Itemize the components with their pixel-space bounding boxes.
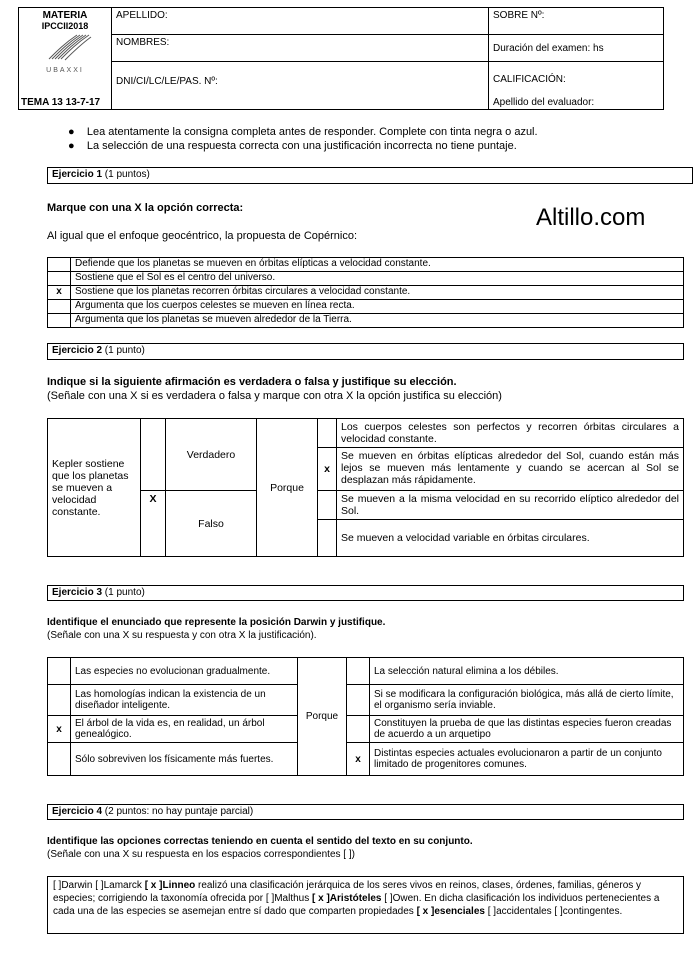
just-mark[interactable]: x — [318, 448, 337, 491]
materia-cell — [19, 8, 112, 91]
option-text: Sostiene que los planetas recorren órbitas circulares a velocidad constante. — [71, 286, 684, 300]
table-row[interactable] — [48, 272, 684, 286]
left-text: Sólo sobreviven los físicamente más fuertes. — [71, 743, 298, 776]
duracion-field[interactable]: Duración del examen: hs — [489, 35, 664, 62]
verdadero-mark[interactable] — [141, 419, 166, 491]
verdadero-label: Verdadero — [166, 419, 257, 491]
instruction-item: ● Lea atentamente la consigna completa antes de responder. Complete con tinta negra o azul. — [68, 126, 538, 138]
right-mark[interactable] — [347, 716, 370, 743]
dni-label: DNI/CI/LC/LE/PAS. Nº: — [116, 76, 218, 88]
dni-field[interactable] — [112, 62, 489, 110]
sobre-field[interactable]: SOBRE Nº: — [489, 8, 664, 35]
option-text: Argumenta que los cuerpos celestes se mueven en línea recta. — [71, 300, 684, 314]
ex4-points: (2 puntos: no hay puntaje parcial) — [102, 806, 254, 817]
just-mark[interactable] — [318, 419, 337, 448]
ex3-porque: Porque — [298, 658, 347, 776]
ex2-table — [47, 418, 684, 557]
table-row[interactable] — [48, 258, 684, 272]
left-text: Las especies no evolucionan gradualmente. — [71, 658, 298, 685]
right-text: Constituyen la prueba de que las distintas especies fueron creadas de acuerdo a un arquetipo — [370, 716, 684, 743]
option-mark[interactable] — [48, 272, 71, 286]
ex4-text-box — [47, 876, 684, 934]
ubaxxi-text: UBAXXI — [46, 67, 84, 74]
left-mark[interactable]: x — [48, 716, 71, 743]
right-mark[interactable] — [347, 685, 370, 716]
ex1-title: Ejercicio 1 — [52, 169, 103, 180]
option-mark[interactable] — [48, 314, 71, 328]
instruction-item: ● La selección de una respuesta correcta con una justificación incorrecta no tiene puntaje. — [68, 140, 517, 152]
materia-label: MATERIA — [42, 10, 88, 21]
calificacion-field[interactable]: CALIFICACIÓN: — [489, 62, 664, 91]
ex3-sub: (Señale con una X su respuesta y con otra X la justificación). — [47, 630, 317, 641]
ex3-title: Ejercicio 3 — [52, 587, 103, 598]
just-text: Se mueven a la misma velocidad en su recorrido elíptico alrededor del Sol. — [337, 491, 684, 520]
ex1-question: Al igual que el enfoque geocéntrico, la propuesta de Copérnico: — [47, 230, 358, 242]
option-text: Argumenta que los planetas se mueven alrededor de la Tierra. — [71, 314, 684, 328]
ex2-porque: Porque — [257, 419, 318, 557]
option-mark[interactable] — [48, 300, 71, 314]
ex2-points: (1 punto) — [102, 345, 145, 356]
option-mark[interactable] — [48, 258, 71, 272]
falso-label: Falso — [166, 491, 257, 557]
tema-cell: TEMA 13 13-7-17 — [19, 91, 112, 110]
just-text: Se mueven en órbitas elípticas alrededor del Sol, cuando están más lejos se mueven más lentamente y cuando se acercan al Sol se desplazan más rápidamente. — [337, 448, 684, 491]
table-row[interactable] — [48, 300, 684, 314]
right-mark[interactable]: x — [347, 743, 370, 776]
table-row[interactable] — [48, 286, 684, 300]
just-text: Se mueven a velocidad variable en órbitas circulares. — [337, 520, 684, 557]
option-text: Defiende que los planetas se mueven en órbitas elípticas a velocidad constante. — [71, 258, 684, 272]
ex4-choice-aristoteles[interactable]: [ x ]Aristóteles — [312, 893, 382, 904]
ubaxxi-logo-icon — [35, 33, 95, 61]
ex4-seg: [ ]Owen. En dicha clasificación los individuos pertenecientes a cada una de las especies se asemejan entre sí dado que comparten propiedades — [53, 893, 660, 917]
ex4-title-box — [47, 804, 684, 820]
ex4-choice-linneo[interactable]: [ x ]Linneo — [144, 880, 196, 891]
ex4-instruction: Identifique las opciones correctas teniendo en cuenta el sentido del texto en su conjunto. — [47, 836, 473, 847]
left-mark[interactable] — [48, 658, 71, 685]
ex4-title: Ejercicio 4 — [52, 806, 103, 817]
left-mark[interactable] — [48, 743, 71, 776]
just-mark[interactable] — [318, 491, 337, 520]
ex2-title-box — [47, 343, 684, 360]
ex3-points: (1 punto) — [102, 587, 145, 598]
ex2-statement: Kepler sostiene que los planetas se mueven a velocidad constante. — [48, 419, 141, 557]
ex1-instruction: Marque con una X la opción correcta: — [47, 202, 244, 214]
right-text: Distintas especies actuales evolucionaron a partir de un conjunto limitado de progenitores comunes. — [370, 743, 684, 776]
ex4-seg: [ ]accidentales [ ]contingentes. — [484, 906, 623, 917]
falso-mark[interactable]: X — [141, 491, 166, 557]
materia-code: IPCCII2018 — [41, 21, 89, 31]
ex1-points: (1 puntos) — [102, 169, 150, 180]
option-text: Sostiene que el Sol es el centro del universo. — [71, 272, 684, 286]
ex4-sub: (Señale con una X su respuesta en los espacios correspondientes [ ]) — [47, 849, 355, 860]
ex1-options-table — [47, 257, 684, 328]
option-mark[interactable]: x — [48, 286, 71, 300]
table-row[interactable] — [48, 314, 684, 328]
ex1-title-box — [47, 167, 693, 184]
left-text: El árbol de la vida es, en realidad, un árbol genealógico. — [71, 716, 298, 743]
watermark: Altillo.com — [536, 204, 646, 231]
ex3-instruction: Identifique el enunciado que represente la posición Darwin y justifique. — [47, 617, 386, 628]
ex4-seg: realizó una clasificación jerárquica de los seres vivos en reinos, clases, órdenes, familias, géneros y especies; corrigiendo la taxonomía ofrecida por [ ]Malthus — [53, 880, 642, 904]
right-text: Si se modificara la configuración biológica, más allá de cierto límite, el organismo sería inviable. — [370, 685, 684, 716]
apellido-evaluador-field[interactable]: Apellido del evaluador: — [489, 91, 664, 110]
instructions-list — [68, 126, 538, 152]
ex4-choice-esenciales[interactable]: [ x ]esenciales — [416, 906, 485, 917]
just-mark[interactable] — [318, 520, 337, 557]
left-text: Las homologías indican la existencia de un diseñador inteligente. — [71, 685, 298, 716]
ex3-table — [47, 657, 684, 776]
just-text: Los cuerpos celestes son perfectos y recorren órbitas circulares a velocidad constante. — [337, 419, 684, 448]
right-text: La selección natural elimina a los débiles. — [370, 658, 684, 685]
nombres-field[interactable]: NOMBRES: — [112, 35, 489, 62]
left-mark[interactable] — [48, 685, 71, 716]
ex4-seg: [ ]Darwin [ ]Lamarck — [53, 880, 145, 891]
ex2-sub: (Señale con una X si es verdadera o falsa y marque con otra X la opción justifica su elección) — [47, 390, 502, 402]
ex2-title: Ejercicio 2 — [52, 345, 103, 356]
exam-header — [18, 7, 664, 110]
ex3-title-box — [47, 585, 684, 601]
apellido-field[interactable]: APELLIDO: — [112, 8, 489, 35]
ex2-instruction: Indique si la siguiente afirmación es verdadera o falsa y justifique su elección. — [47, 376, 457, 388]
right-mark[interactable] — [347, 658, 370, 685]
